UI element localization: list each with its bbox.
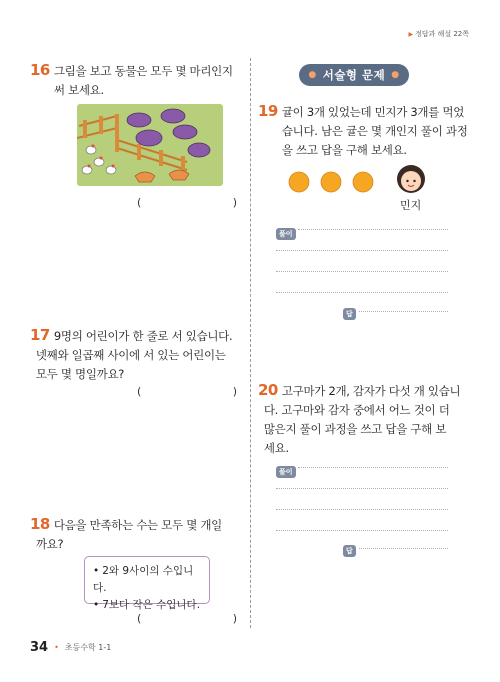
triangle-icon: ▶ bbox=[408, 31, 414, 38]
solution-line[interactable] bbox=[276, 509, 448, 510]
answer-blank[interactable]: ( ) bbox=[137, 196, 237, 209]
page-footer bbox=[30, 640, 111, 655]
question-text: 써 보세요. bbox=[53, 83, 104, 97]
question-17 bbox=[30, 327, 245, 384]
question-text: 고구마가 2개, 감자가 다섯 개 있습니 bbox=[281, 384, 461, 398]
character-name: 민지 bbox=[400, 199, 422, 212]
answer-line[interactable] bbox=[359, 548, 448, 549]
question-19 bbox=[258, 103, 473, 160]
question-text: 9명의 어린이가 한 줄로 서 있습니다. bbox=[53, 329, 233, 343]
question-20 bbox=[258, 382, 473, 458]
condition-item: • 2와 9사이의 수입니다. bbox=[93, 563, 201, 597]
section-badge: ● 서술형 문제 ● bbox=[299, 64, 409, 86]
question-text: 다음을 만족하는 수는 모두 몇 개일 bbox=[53, 518, 222, 532]
question-number: 20 bbox=[258, 381, 278, 399]
bullet-icon: • bbox=[54, 643, 59, 652]
solution-line[interactable] bbox=[276, 250, 448, 251]
question-text: 을 쓰고 답을 구해 보세요. bbox=[281, 143, 407, 157]
answer-line[interactable] bbox=[359, 311, 448, 312]
question-text: 까요? bbox=[35, 537, 64, 551]
question-text: 습니다. 남은 귤은 몇 개인지 풀이 과정 bbox=[281, 124, 468, 138]
question-text: 다. 고구마와 감자 중에서 어느 것이 더 bbox=[263, 403, 450, 417]
solution-label: 풀이 bbox=[276, 459, 296, 478]
dot-icon: ● bbox=[391, 70, 400, 80]
solution-label: 풀이 bbox=[276, 221, 296, 240]
solution-line[interactable] bbox=[298, 467, 448, 468]
question-number: 17 bbox=[30, 326, 50, 344]
column-divider bbox=[250, 58, 251, 628]
solution-line[interactable] bbox=[276, 488, 448, 489]
page-number: 34 bbox=[30, 640, 49, 655]
answer-label: 답 bbox=[343, 301, 356, 320]
question-number: 19 bbox=[258, 102, 278, 120]
oranges-illustration bbox=[288, 170, 378, 198]
solution-line[interactable] bbox=[276, 530, 448, 531]
solution-line[interactable] bbox=[298, 229, 448, 230]
answer-blank[interactable]: ( ) bbox=[137, 612, 237, 625]
question-text: 모두 몇 명일까요? bbox=[35, 367, 125, 381]
answer-reference: ▶ 정답과 해설 22쪽 bbox=[408, 30, 469, 38]
conditions-box bbox=[84, 556, 210, 611]
solution-line[interactable] bbox=[276, 292, 448, 293]
question-text: 그림을 보고 동물은 모두 몇 마리인지 bbox=[53, 64, 233, 78]
dot-icon: ● bbox=[308, 70, 317, 80]
question-number: 16 bbox=[30, 61, 50, 79]
question-text: 세요. bbox=[263, 441, 289, 455]
condition-item: • 7보다 작은 수입니다. bbox=[93, 597, 201, 614]
book-title: 초등수학 1-1 bbox=[64, 643, 112, 652]
answer-blank[interactable]: ( ) bbox=[137, 385, 237, 398]
animal-farm-illustration bbox=[77, 104, 223, 186]
question-number: 18 bbox=[30, 515, 50, 533]
question-text: 귤이 3개 있었는데 민지가 3개를 먹었 bbox=[281, 105, 465, 119]
question-18 bbox=[30, 516, 245, 554]
question-text: 넷째와 일곱째 사이에 서 있는 어린이는 bbox=[35, 348, 226, 362]
solution-line[interactable] bbox=[276, 271, 448, 272]
answer-label: 답 bbox=[343, 538, 356, 557]
question-16 bbox=[30, 62, 245, 100]
question-text: 많은지 풀이 과정을 쓰고 답을 구해 보 bbox=[263, 422, 447, 436]
girl-face-icon bbox=[395, 163, 427, 199]
